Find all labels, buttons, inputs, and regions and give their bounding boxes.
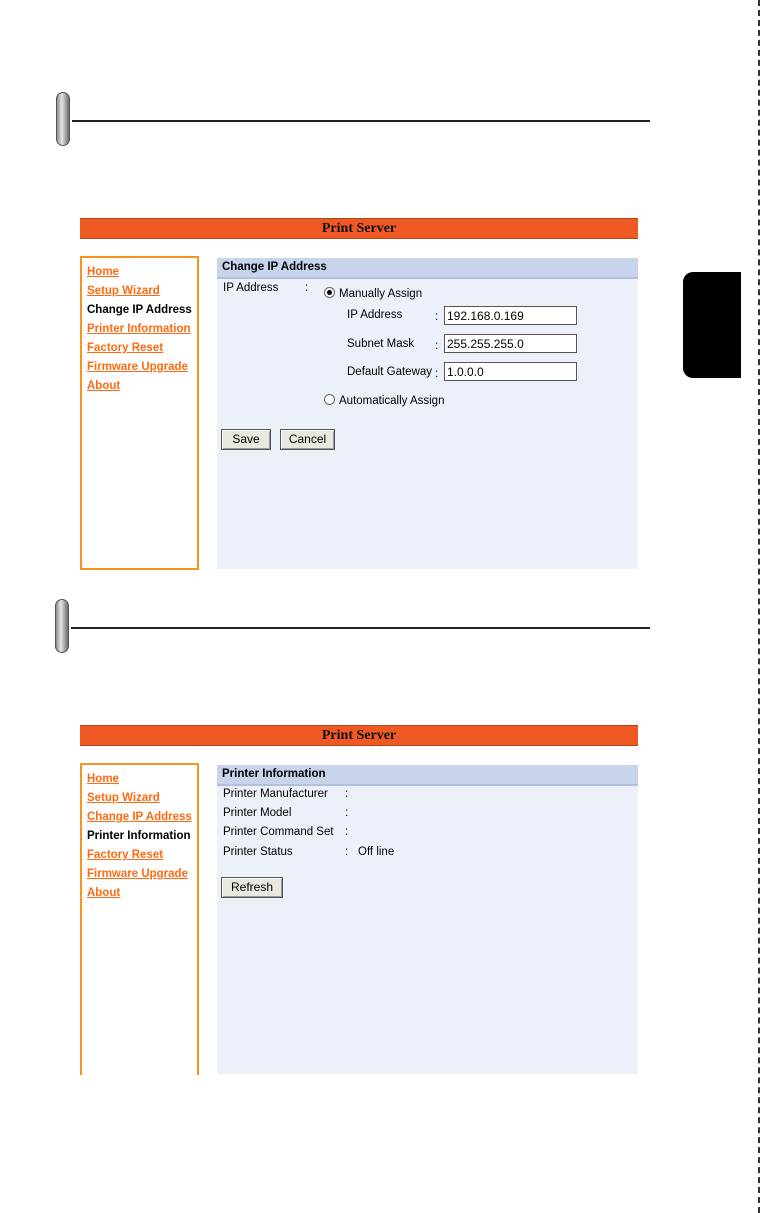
- info-row-label: Printer Model: [223, 807, 292, 819]
- label-colon: :: [345, 788, 349, 800]
- label-colon: :: [345, 807, 349, 819]
- manual-assign-option[interactable]: [324, 287, 422, 300]
- printer-status-value: Off line: [358, 846, 395, 858]
- default-gateway-input[interactable]: [444, 362, 577, 381]
- label-colon: :: [435, 340, 439, 352]
- sidebar-item-setup-wizard[interactable]: Setup Wizard: [87, 792, 160, 804]
- auto-assign-label: Automatically Assign: [339, 395, 445, 407]
- sidebar-item-home[interactable]: Home: [87, 266, 119, 278]
- printer-info-panel: [217, 765, 638, 1074]
- sidebar-item-firmware-upgrade[interactable]: Firmware Upgrade: [87, 868, 188, 880]
- manual-assign-radio[interactable]: [324, 287, 335, 298]
- subnet-mask-label: Subnet Mask: [347, 338, 415, 350]
- info-row-label: Printer Manufacturer: [223, 788, 328, 800]
- ip-address-input[interactable]: [444, 306, 577, 325]
- fold-guide-line: [758, 0, 760, 1213]
- chapter-tab: [683, 272, 741, 378]
- sidebar-item-about[interactable]: About: [87, 887, 121, 899]
- sidebar-item-setup-wizard[interactable]: Setup Wizard: [87, 285, 160, 297]
- label-colon: :: [435, 368, 439, 380]
- change-ip-panel: [217, 258, 638, 569]
- info-row-label: Printer Status: [223, 846, 293, 858]
- label-colon: :: [305, 282, 309, 294]
- panel-title: Printer Information: [217, 765, 638, 786]
- print-server-header: Print Server: [80, 725, 638, 746]
- label-colon: :: [345, 826, 349, 838]
- subnet-mask-input[interactable]: [444, 334, 577, 353]
- sidebar-item-factory-reset[interactable]: Factory Reset: [87, 849, 164, 861]
- info-row-label: Printer Command Set: [223, 826, 334, 838]
- manual-assign-label: Manually Assign: [339, 288, 423, 300]
- section-marker-icon: [56, 92, 70, 146]
- sidebar-item-change-ip-address[interactable]: Change IP Address: [87, 811, 192, 823]
- default-gateway-label: Default Gateway: [347, 366, 433, 378]
- sidebar-item-printer-information: Printer Information: [87, 830, 191, 842]
- sidebar-item-about[interactable]: About: [87, 380, 121, 392]
- panel-title: Change IP Address: [217, 258, 638, 279]
- refresh-button[interactable]: Refresh: [221, 877, 283, 898]
- label-colon: :: [435, 311, 439, 323]
- print-server-header: Print Server: [80, 218, 638, 239]
- auto-assign-option[interactable]: [324, 394, 444, 407]
- sidebar-item-firmware-upgrade[interactable]: Firmware Upgrade: [87, 361, 188, 373]
- sidebar-nav: [80, 763, 199, 1075]
- section-divider: [71, 627, 650, 629]
- ip-address-label: IP Address: [223, 282, 279, 294]
- cancel-button[interactable]: Cancel: [280, 429, 335, 450]
- auto-assign-radio[interactable]: [324, 394, 335, 405]
- section-marker-icon: [55, 599, 69, 653]
- ip-field-label: IP Address: [347, 309, 403, 321]
- sidebar-item-printer-information[interactable]: Printer Information: [87, 323, 191, 335]
- label-colon: :: [345, 846, 349, 858]
- sidebar-item-factory-reset[interactable]: Factory Reset: [87, 342, 164, 354]
- sidebar-nav: [80, 256, 199, 570]
- sidebar-item-home[interactable]: Home: [87, 773, 119, 785]
- save-button[interactable]: Save: [221, 429, 271, 450]
- sidebar-item-change-ip-address: Change IP Address: [87, 304, 192, 316]
- section-divider: [72, 120, 650, 122]
